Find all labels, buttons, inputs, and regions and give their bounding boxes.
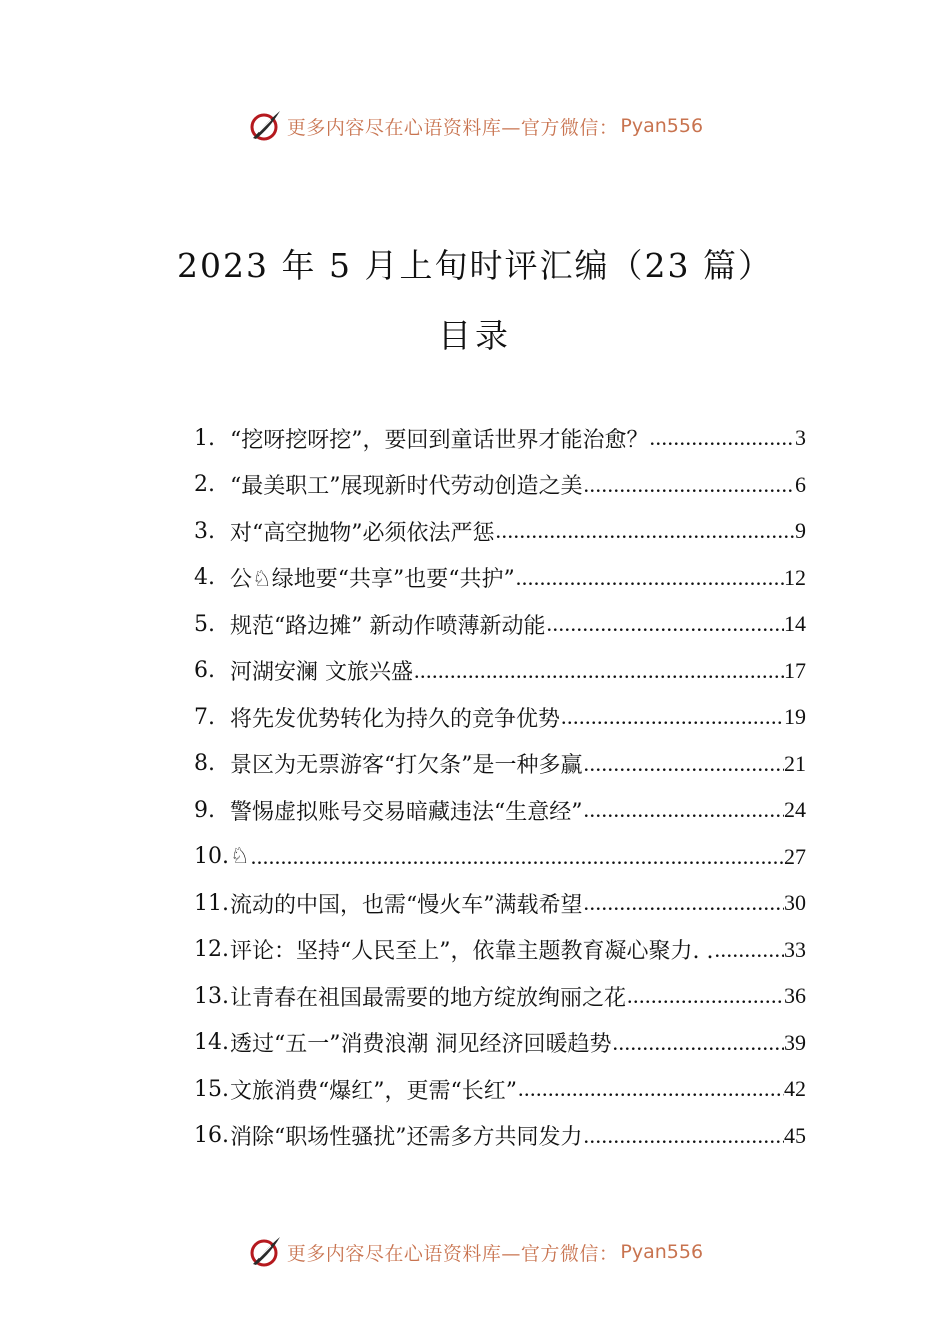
toc-entry-page: 27 <box>784 843 806 869</box>
toc-entry-number: 1. <box>194 425 215 451</box>
toc-entry-title: 警惕虚拟账号交易暗藏违法“生意经” <box>230 799 583 825</box>
dot-leader <box>713 937 784 963</box>
dot-leader <box>612 1030 785 1056</box>
toc-entry-page: 19 <box>784 704 806 730</box>
toc-entry-number: 8. <box>194 751 215 777</box>
toc-entry[interactable] <box>194 1113 806 1160</box>
dot-leader <box>583 472 796 498</box>
toc-entry-page: 24 <box>784 797 806 823</box>
toc-entry-title: 消除“职场性骚扰”还需多方共同发力 <box>230 1125 583 1151</box>
toc-entry-page: 33 <box>784 936 806 962</box>
toc-entry-title: 流动的中国，也需“慢火车”满载希望 <box>230 892 583 918</box>
document-title: 2023 年 5 月上旬时评汇编（23 篇） <box>177 246 773 285</box>
toc-entry-title: ♘ <box>230 844 250 870</box>
toc-entry-page: 36 <box>784 983 806 1009</box>
toc-entry[interactable] <box>194 973 806 1020</box>
toc-entry-page: 42 <box>784 1076 806 1102</box>
dot-leader <box>560 704 784 730</box>
header-watermark <box>0 106 950 146</box>
toc-entry[interactable] <box>194 508 806 555</box>
dot-leader <box>583 1123 785 1149</box>
toc-entry[interactable] <box>194 462 806 509</box>
toc-entry-number: 2. <box>194 472 215 498</box>
watermark-wechat-id: Pyan556 <box>620 115 704 137</box>
toc-heading: 目录 <box>438 316 512 355</box>
toc-entry-number: 15. <box>194 1076 229 1102</box>
quill-logo-icon <box>247 108 283 144</box>
dot-leader <box>413 658 784 684</box>
dot-leader <box>583 797 785 823</box>
toc-entry[interactable] <box>194 834 806 881</box>
toc-entry-page: 21 <box>784 750 806 776</box>
toc-entry-title: 景区为无票游客“打欠条”是一种多赢 <box>230 753 583 779</box>
dot-leader <box>626 983 784 1009</box>
dot-leader <box>517 1076 784 1102</box>
toc-entry-number: 13. <box>194 983 229 1009</box>
toc-entry-number: 7. <box>194 704 215 730</box>
toc-entry-title: 评论：坚持“人民至上”，依靠主题教育凝心聚力. . <box>230 939 714 965</box>
toc-entry-title: 将先发优势转化为持久的竞争优势 <box>230 706 561 732</box>
toc-entry-page: 14 <box>784 611 806 637</box>
toc-entry[interactable] <box>194 648 806 695</box>
dot-leader <box>250 844 784 870</box>
toc-entry-page: 9 <box>795 518 806 544</box>
toc-entry-title: “挖呀挖呀挖”，要回到童话世界才能治愈？ <box>230 427 649 453</box>
toc-entry-number: 6. <box>194 658 215 684</box>
toc-entry[interactable] <box>194 1020 806 1067</box>
toc-entry[interactable] <box>194 555 806 602</box>
watermark-text: 更多内容尽在心语资料库—官方微信： <box>286 116 619 139</box>
toc-entry[interactable] <box>194 415 806 462</box>
dot-leader <box>583 890 785 916</box>
toc-entry[interactable] <box>194 694 806 741</box>
toc-entry-page: 12 <box>784 564 806 590</box>
toc-entry-title: 公♘绿地要“共享”也要“共护” <box>230 567 515 593</box>
footer-watermark <box>0 1232 950 1272</box>
toc-entry-page: 30 <box>784 890 806 916</box>
toc-entry-number: 10. <box>194 844 229 870</box>
toc-entry-number: 12. <box>194 937 229 963</box>
toc-entry[interactable] <box>194 1066 806 1113</box>
quill-logo-icon <box>247 1234 283 1270</box>
toc-entry-page: 17 <box>784 657 806 683</box>
toc-entry-title: 规范“路边摊” 新动作喷薄新动能 <box>230 613 546 639</box>
toc-entry-title: 对“高空抛物”必须依法严惩 <box>230 520 495 546</box>
toc-entry-title: “最美职工”展现新时代劳动创造之美 <box>230 474 583 500</box>
toc-entry-page: 3 <box>795 425 806 451</box>
toc-entry-title: 文旅消费“爆红”，更需“长红” <box>230 1078 517 1104</box>
toc-entry[interactable] <box>194 601 806 648</box>
toc-entry-number: 5. <box>194 611 215 637</box>
toc-entry[interactable] <box>194 880 806 927</box>
watermark-wechat-id: Pyan556 <box>620 1241 704 1263</box>
toc-entry-number: 4. <box>194 565 215 591</box>
toc-entry-page: 6 <box>795 471 806 497</box>
toc-entry-page: 45 <box>784 1122 806 1148</box>
dot-leader <box>649 425 796 451</box>
watermark-text: 更多内容尽在心语资料库—官方微信： <box>286 1242 619 1265</box>
dot-leader <box>495 518 796 544</box>
toc-entry[interactable] <box>194 787 806 834</box>
toc-entry-number: 14. <box>194 1030 229 1056</box>
toc-entry-title: 河湖安澜 文旅兴盛 <box>230 660 413 686</box>
toc-entry-number: 11. <box>194 890 229 916</box>
toc-entry-number: 3. <box>194 518 215 544</box>
toc-entry-number: 16. <box>194 1123 229 1149</box>
toc-entry-page: 39 <box>784 1029 806 1055</box>
table-of-contents <box>194 415 806 1159</box>
dot-leader <box>583 751 785 777</box>
toc-entry[interactable] <box>194 927 806 974</box>
toc-entry-title: 透过“五一”消费浪潮 洞见经济回暖趋势 <box>230 1032 612 1058</box>
toc-entry[interactable] <box>194 741 806 788</box>
dot-leader <box>515 565 784 591</box>
toc-entry-title: 让青春在祖国最需要的地方绽放绚丽之花 <box>230 985 627 1011</box>
dot-leader <box>546 611 785 637</box>
toc-entry-number: 9. <box>194 797 215 823</box>
